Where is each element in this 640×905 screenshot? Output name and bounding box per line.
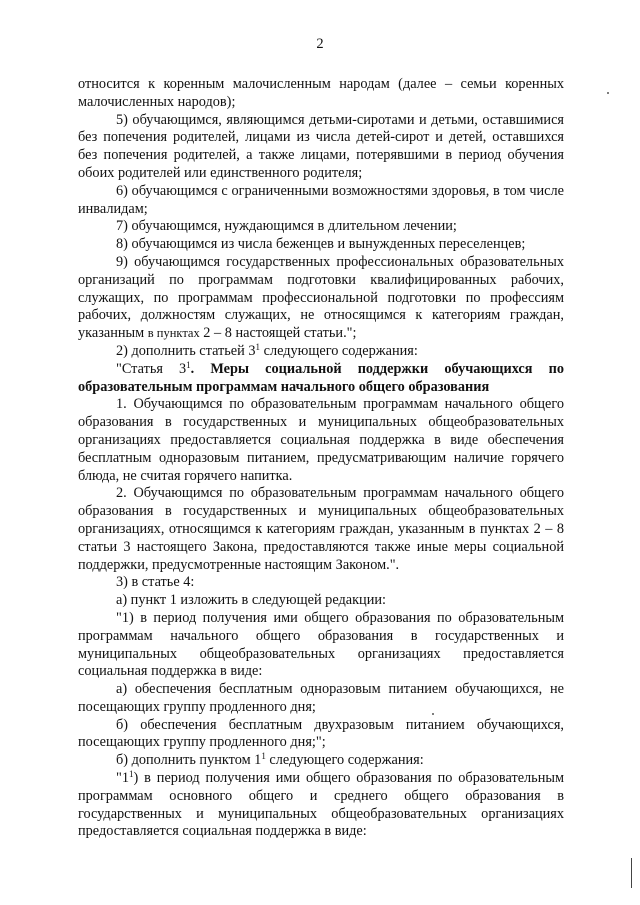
paragraph: 2. Обучающимся по образовательным программам начального общего образования в государственных и муниципальных общеобразовательных организациях, относящимся к категориям граждан, указанным в пунктах 2 – 8 статьи 3 настоящего Закона, предоставляются также иные меры социальной поддержки, предусмотренные настоящим Законом.". bbox=[78, 485, 564, 573]
heading-title: Меры социальной поддержки обучающихся по образовательным программам начального общего образования bbox=[78, 360, 564, 395]
document-body bbox=[78, 76, 564, 841]
text-pre: б) дополнить пунктом 1 bbox=[116, 752, 262, 769]
paragraph: "1) в период получения ими общего образования по образовательным программам начального общего образования в государственных и муниципальных общеобразовательных организациях предоставляется социальная поддержка в виде: bbox=[78, 609, 564, 680]
paragraph: а) пункт 1 изложить в следующей редакции: bbox=[116, 592, 386, 609]
paragraph: 7) обучающимся, нуждающимся в длительном лечении; bbox=[116, 218, 457, 235]
scan-speck bbox=[432, 713, 434, 715]
page-number: 2 bbox=[316, 36, 324, 52]
paragraph bbox=[78, 770, 564, 841]
superscript: 1 bbox=[129, 769, 134, 780]
paragraph: 5) обучающимся, являющимся детьми-сиротами и детьми, оставшимися без попечения родителей, лицами из числа детей-сирот и детей, оставшихся без попечения родителей, а также лицами, потерявшими в период обучения обоих родителей или единственного родителя; bbox=[78, 111, 564, 181]
superscript: 1 bbox=[255, 341, 261, 352]
scan-margin-mark bbox=[631, 858, 632, 888]
paragraph: 6) обучающимся с ограниченными возможностями здоровья, в том числе инвалидам; bbox=[78, 182, 564, 217]
item9-text-b: 2 – 8 настоящей статьи."; bbox=[199, 325, 357, 342]
paragraph bbox=[78, 752, 564, 770]
superscript: 1 bbox=[261, 751, 266, 762]
text-post: ) в период получения ими общего образования по образовательным программам основного общего и среднего общего образования в государственных и муниципальных общеобразовательных организациях предоставляется социальная поддержка в виде: bbox=[78, 770, 564, 840]
paragraph bbox=[78, 343, 564, 361]
text-pre: 2) дополнить статьей 3 bbox=[116, 342, 256, 359]
heading-prefix: "Статья 3 bbox=[116, 360, 187, 377]
paragraph: а) обеспечения бесплатным одноразовым питанием обучающихся, не посещающих группу продленного дня; bbox=[78, 681, 564, 715]
text-post: следующего содержания: bbox=[260, 342, 418, 359]
text-post: следующего содержания: bbox=[265, 752, 424, 769]
scan-speck bbox=[607, 92, 609, 94]
item9-small-text: в пунктах bbox=[147, 326, 200, 341]
paragraph: 8) обучающимся из числа беженцев и вынужденных переселенцев; bbox=[116, 236, 526, 253]
item9-text-a: 9) обучающимся государственных профессиональных образовательных организаций по программам подготовки квалифицированных рабочих, служащих, по программам профессиональной подготовки по профессиям рабочих, должностям служащих, не относящимся к категориям граждан, указанным bbox=[78, 253, 564, 342]
paragraph-item-9 bbox=[78, 254, 564, 343]
superscript: 1 bbox=[186, 359, 191, 370]
article-heading bbox=[78, 361, 564, 397]
text-pre: "1 bbox=[116, 770, 129, 787]
paragraph: относится к коренным малочисленным народам (далее – семьи коренных малочисленных народов); bbox=[78, 76, 564, 110]
paragraph: 3) в статье 4: bbox=[116, 574, 195, 591]
paragraph: б) обеспечения бесплатным двухразовым питанием обучающихся, посещающих группу продленного дня;"; bbox=[78, 716, 564, 751]
heading-dot: . bbox=[190, 360, 211, 377]
paragraph: 1. Обучающимся по образовательным программам начального общего образования в государственных и муниципальных общеобразовательных организациях предоставляется социальная поддержка в виде обеспечения бесплатным одноразовым питанием, предусматривающим наличие горячего блюда, не считая горячего напитка. bbox=[78, 396, 564, 484]
